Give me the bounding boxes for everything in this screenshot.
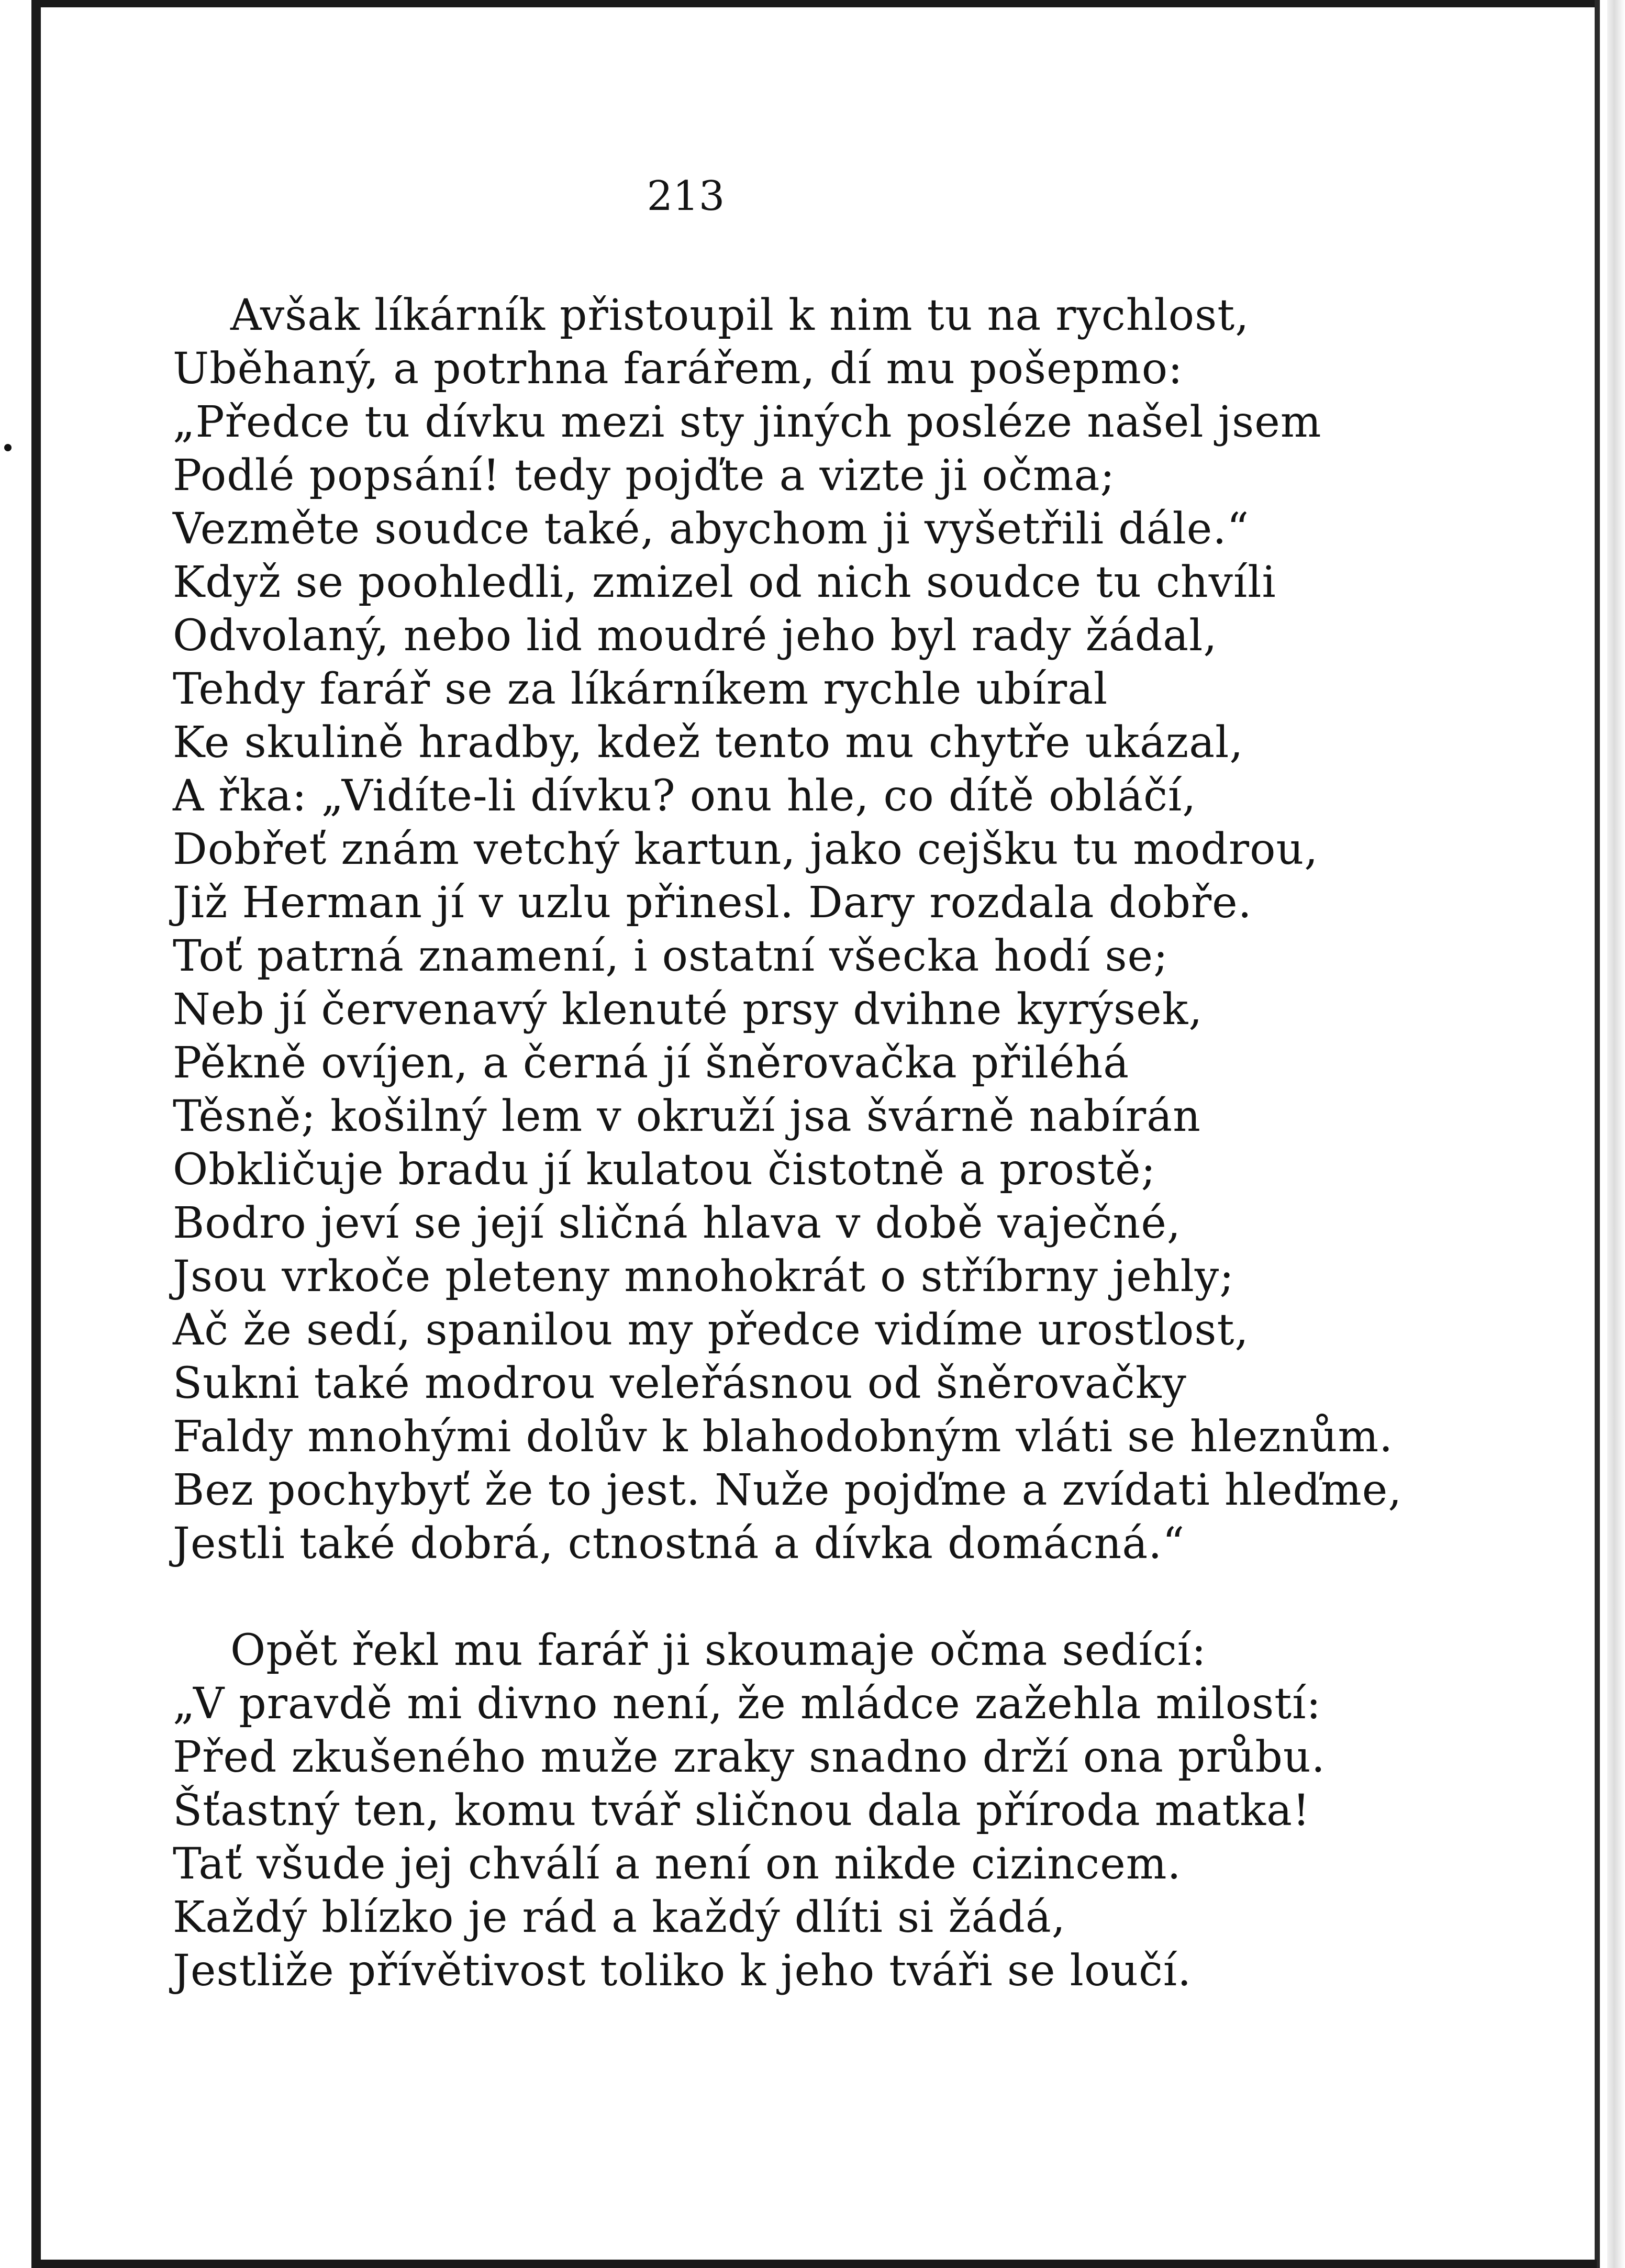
verse-line: Odvolaný, nebo lid moudré jeho byl rady žádal,	[173, 611, 1218, 661]
verse-line: Opět řekl mu farář ji skoumaje očma sedící:	[230, 1626, 1207, 1675]
verse-line: Jestli také dobrá, ctnostná a dívka domácná.“	[173, 1519, 1185, 1569]
verse-line: Ke skulině hradby, kdež tento mu chytře ukázal,	[173, 718, 1244, 768]
verse-line: Bodro jeví se její sličná hlava v době vaječné,	[173, 1198, 1181, 1248]
verse-line: Jsou vrkoče pleteny mnohokrát o stříbrny jehly;	[173, 1252, 1234, 1302]
verse-line: A řka: „Vidíte-li dívku? onu hle, co dítě obláčí,	[173, 771, 1197, 821]
verse-line: Avšak líkárník přistoupil k nim tu na rychlost,	[230, 291, 1250, 340]
verse-line: Tať všude jej chválí a není on nikde cizincem.	[173, 1839, 1182, 1889]
verse-line: Před zkušeného muže zraky snadno drží ona průbu.	[173, 1732, 1326, 1782]
page-number: 213	[647, 173, 725, 220]
verse-line: Když se poohledli, zmizel od nich soudce tu chvíli	[173, 558, 1276, 607]
page-frame-right	[1595, 0, 1600, 2268]
stanza-2	[173, 1624, 1326, 1998]
verse-line: Již Herman jí v uzlu přinesl. Dary rozdala dobře.	[173, 878, 1252, 928]
verse-line: Bez pochybyť že to jest. Nuže pojďme a zvídati hleďme,	[173, 1465, 1403, 1515]
verse-line: Faldy mnohými dolův k blahodobným vláti se hleznům.	[173, 1412, 1394, 1462]
verse-line: Ač že sedí, spanilou my předce vidíme urostlost,	[173, 1305, 1249, 1355]
verse-line: Neb jí červenavý klenuté prsy dvihne kyrýsek,	[173, 985, 1203, 1035]
verse-line: Sukni také modrou veleřásnou od šněrovačky	[173, 1359, 1187, 1408]
verse-line: „Předce tu dívku mezi sty jiných posléze našel jsem	[173, 397, 1322, 447]
verse-line: Pěkně ovíjen, a černá jí šněrovačka přiléhá	[173, 1038, 1130, 1088]
verse-line: Tehdy farář se za líkárníkem rychle ubíral	[173, 664, 1108, 714]
verse-line: Šťastný ten, komu tvář sličnou dala příroda matka!	[173, 1786, 1310, 1836]
stanza-1	[173, 289, 1402, 1571]
verse-line: Vezměte soudce také, abychom ji vyšetřili dále.“	[173, 504, 1250, 554]
verse-line: „V pravdě mi divno není, že mládce zažehla milostí:	[173, 1679, 1322, 1729]
page-frame-bottom	[31, 2260, 1597, 2268]
verse-line: Jestliže přívětivost toliko k jeho tváři se loučí.	[173, 1946, 1192, 1996]
verse-line: Každý blízko je rád a každý dlíti si žádá,	[173, 1893, 1066, 1942]
verse-line: Podlé popsání! tedy pojďte a vizte ji očma;	[173, 451, 1116, 501]
verse-line: Obkličuje bradu jí kulatou čistotně a prostě;	[173, 1145, 1156, 1195]
verse-line: Těsně; košilný lem v okruží jsa švárně nabírán	[173, 1092, 1201, 1141]
verse-line: Toť patrná znamení, i ostatní všecka hodí se;	[173, 931, 1168, 981]
page-edge-right	[1607, 0, 1625, 2268]
verse-line: Uběhaný, a potrhna farářem, dí mu pošepmo:	[173, 344, 1183, 394]
page-frame-top	[31, 0, 1597, 7]
page-frame-left	[31, 0, 41, 2268]
verse-line: Dobřeť znám vetchý kartun, jako cejšku tu modrou,	[173, 825, 1319, 874]
margin-mark	[4, 444, 12, 451]
